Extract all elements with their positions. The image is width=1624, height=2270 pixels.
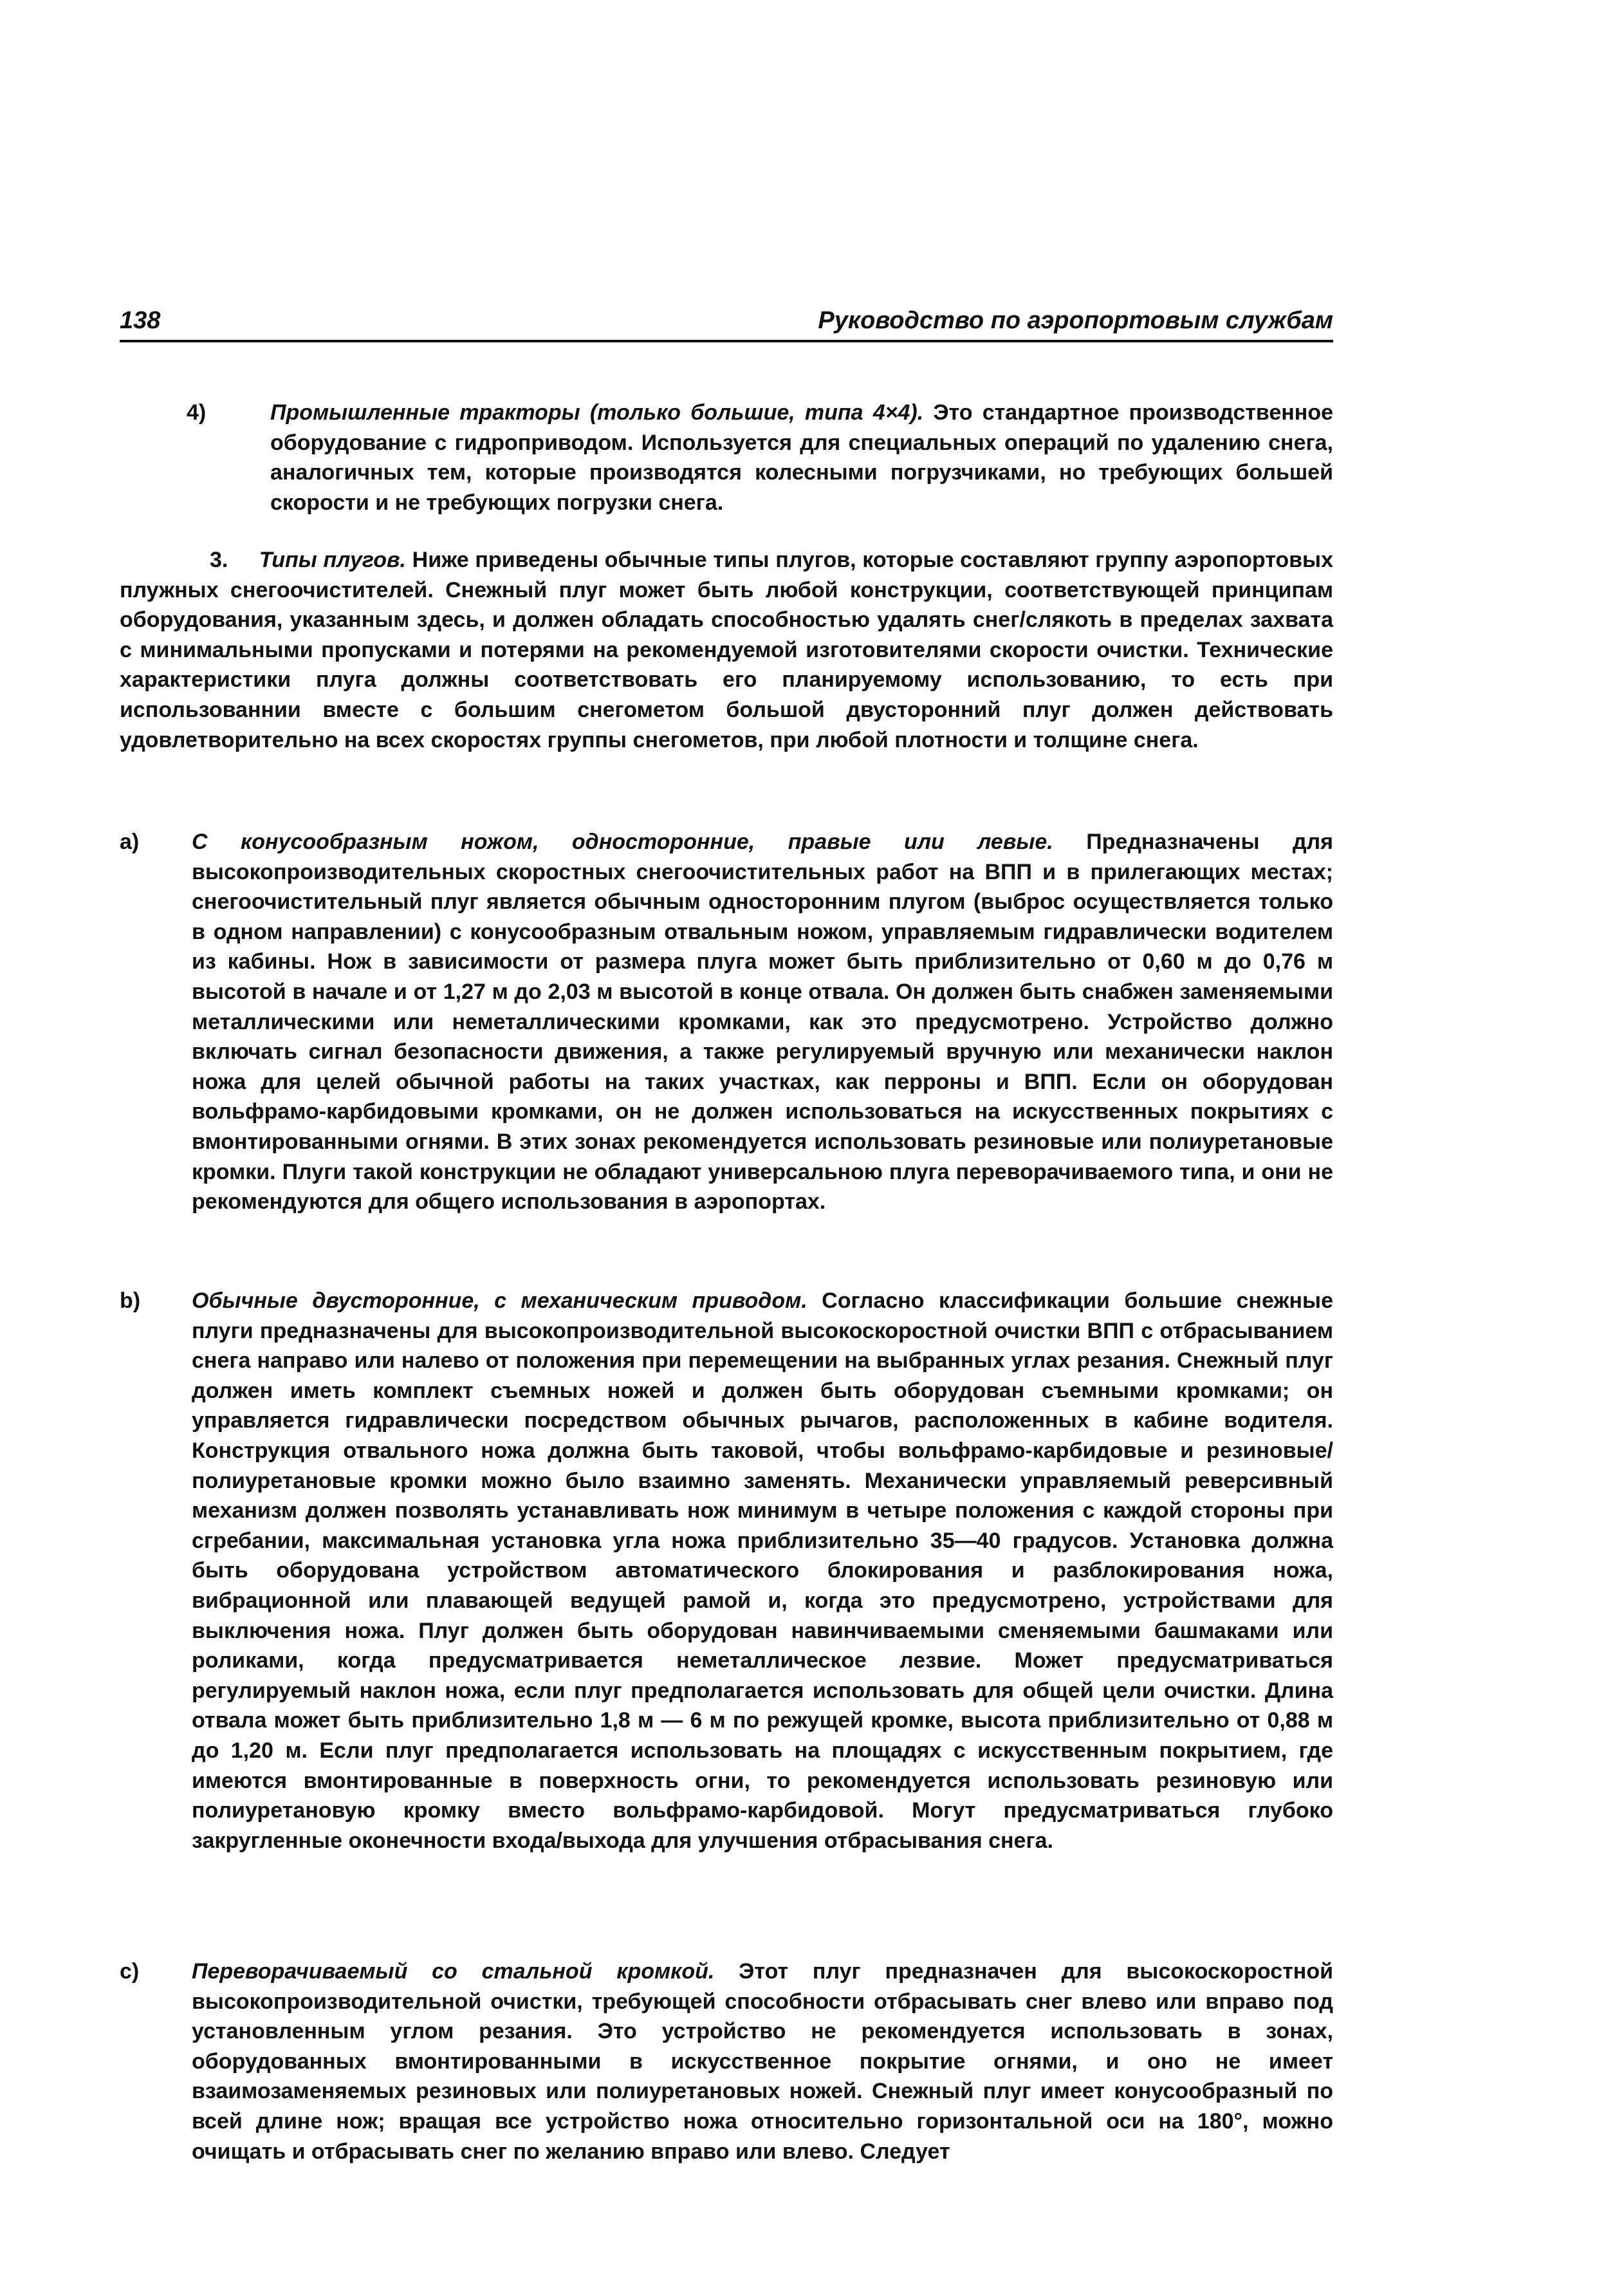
item-b-text: Согласно классификации большие снежные плуги предназначены для высокопроизводительной высокоскоростной очистки ВПП с отбрасыванием снега направо или налево от положения при перемещении на выбранных углах резания. Снежный плуг должен иметь комплект съемных ножей и должен быть оборудован съемными кромками; он управляется гидравлически посредством обычных рычагов, расположенных в кабине водителя. Конструкция отвального ножа должна быть таковой, чтобы вольфрамо-карбидовые и резиновые/полиуретановые кромки можно было взаимно заменять. Механически управляемый реверсивный механизм должен позволять устанавливать нож минимум в четыре положения с каждой стороны при сгребании, максимальная установка угла ножа приблизительно 35—40 градусов. Установка должна быть оборудована устройством автоматического блокирования и разблокирования ножа, вибрационной или плавающей ведущей рамой и, когда это предусмотрено, устройствами для выключения ножа. Плуг должен быть оборудован навинчиваемыми сменяемыми башмаками или роликами, когда предусматривается неметаллическое лезвие. Может предусматриваться регулируемый наклон ножа, если плуг предполагается использовать для общей цели очистки. Длина отвала может быть приблизительно 1,8 м — 6 м по режущей кромке, высота приблизительно от 0,88 м до 1,20 м. Если плуг предполагается использовать на площадях с искусственным покрытием, где имеются вмонтированные в поверхность огни, то рекомендуется использовать резиновую или полиуретановую кромку вместо вольфрамо-карбидовой. Могут предусматриваться глубоко закругленные оконечности входа/выхода для улучшения отбрасывания снега.	[192, 1289, 1333, 1853]
page-header	[120, 295, 1333, 342]
item-a-marker: a)	[120, 830, 140, 854]
item-b-title: Обычные двусторонние, с механическим приводом.	[192, 1289, 807, 1313]
item-4-paragraph	[270, 398, 1333, 517]
item-4-text: Это стандартное производственное оборудование с гидроприводом. Используется для специальных операций по удалению снега, аналогичных тем, которые производятся колесными погрузчиками, но требующих большей скорости и не требующих погрузки снега.	[270, 400, 1333, 515]
item-c-title: Переворачиваемый со стальной кромкой.	[192, 1959, 715, 1984]
running-title: Руководство по аэропортовым службам	[818, 307, 1333, 334]
item-c-marker: c)	[120, 1959, 140, 1984]
item-c-paragraph	[192, 1957, 1333, 2166]
section-3-title: Типы плугов.	[259, 548, 406, 572]
section-3-paragraph	[120, 545, 1333, 755]
page-number: 138	[120, 307, 161, 334]
item-b-paragraph	[192, 1286, 1333, 1856]
item-4-title: Промышленные тракторы (только большие, типа 4×4).	[270, 400, 924, 425]
section-3-text: Ниже приведены обычные типы плугов, которые составляют группу аэропортовых плужных снегоочистителей. Снежный плуг может быть любой конструкции, соответствующей принципам оборудования, указанным здесь, и должен обладать способностью удалять снег/слякоть в пределах захвата с минимальными пропусками и потерями на рекомендуемой изготовителями скорости очистки. Технические характеристики плуга должны соответствовать его планируемому использованию, то есть при использованнии вместе с большим снегометом большой двусторонний плуг должен действовать удовлетворительно на всех скоростях группы снегометов, при любой плотности и толщине снега.	[120, 548, 1334, 752]
item-b-marker: b)	[120, 1289, 141, 1313]
item-a-title: С конусообразным ножом, односторонние, правые или левые.	[192, 830, 1053, 854]
item-c-text: Этот плуг предназначен для высокоскоростной высокопроизводительной очистки, требующей способности отбрасывать снег влево или вправо под установленным углом резания. Это устройство не рекомендуется использовать в зонах, оборудованных вмонтированными в искусственное покрытие огнями, и оно не имеет взаимозаменяемых резиновых или полиуретановых ножей. Снежный плуг имеет конусообразный по всей длине нож; вращая все устройство ножа относительно горизонтальной оси на 180°, можно очищать и отбрасывать снег по желанию вправо или влево. Следует	[192, 1959, 1333, 2164]
item-a-text: Предназначены для высокопроизводительных скоростных снегоочистительных работ на ВПП и в прилегающих местах; снегоочистительный плуг является обычным односторонним плугом (выброс осуществляется только в одном направлении) с конусообразным отвальным ножом, управляемым гидравлически водителем из кабины. Нож в зависимости от размера плуга может быть приблизительно от 0,60 м до 0,76 м высотой в начале и от 1,27 м до 2,03 м высотой в конце отвала. Он должен быть снабжен заменяемыми металлическими или неметаллическими кромками, как это предусмотрено. Устройство должно включать сигнал безопасности движения, а также регулируемый вручную или механически наклон ножа для целей обычной работы на таких участках, как перроны и ВПП. Если он оборудован вольфрамо-карбидовыми кромками, он не должен использоваться на искусственных покрытиях с вмонтированными огнями. В этих зонах рекомендуется использовать резиновые или полиуретановые кромки. Плуги такой конструкции не обладают универсальною плуга переворачиваемого типа, и они не рекомендуются для общего использования в аэропортах.	[192, 830, 1333, 1214]
item-a-paragraph	[192, 827, 1333, 1217]
section-3-number: 3.	[210, 548, 228, 572]
item-4-marker: 4)	[187, 400, 207, 425]
